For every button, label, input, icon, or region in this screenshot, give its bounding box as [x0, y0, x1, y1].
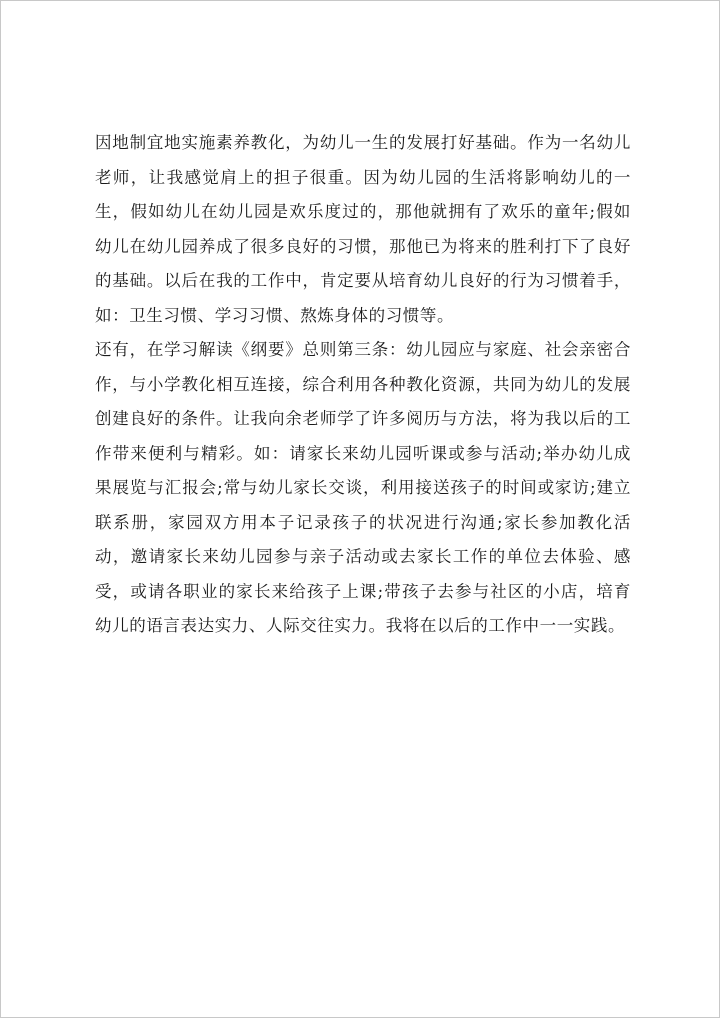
document-body	[95, 126, 631, 644]
paragraph-1: 因地制宜地实施素养教化，为幼儿一生的发展打好基础。作为一名幼儿老师，让我感觉肩上的担子很重。因为幼儿园的生活将影响幼儿的一生，假如幼儿在幼儿园是欢乐度过的，那他就拥有了欢乐的童年;假如幼儿在幼儿园养成了很多良好的习惯，那他已为将来的胜利打下了良好的基础。以后在我的工作中，肯定要从培育幼儿良好的行为习惯着手，如：卫生习惯、学习习惯、熬炼身体的习惯等。	[95, 133, 631, 325]
paragraph-2: 还有，在学习解读《纲要》总则第三条：幼儿园应与家庭、社会亲密合作，与小学教化相互连接，综合利用各种教化资源，共同为幼儿的发展创建良好的条件。让我向余老师学了许多阅历与方法，将为我以后的工作带来便利与精彩。如：请家长来幼儿园听课或参与活动;举办幼儿成果展览与汇报会;常与幼儿家长交谈，利用接送孩子的时间或家访;建立联系册，家园双方用本子记录孩子的状况进行沟通;家长参加教化活动，邀请家长来幼儿园参与亲子活动或去家长工作的单位去体验、感受，或请各职业的家长来给孩子上课;带孩子去参与社区的小店，培育幼儿的语言表达实力、人际交往实力。我将在以后的工作中一一实践。	[95, 340, 631, 635]
